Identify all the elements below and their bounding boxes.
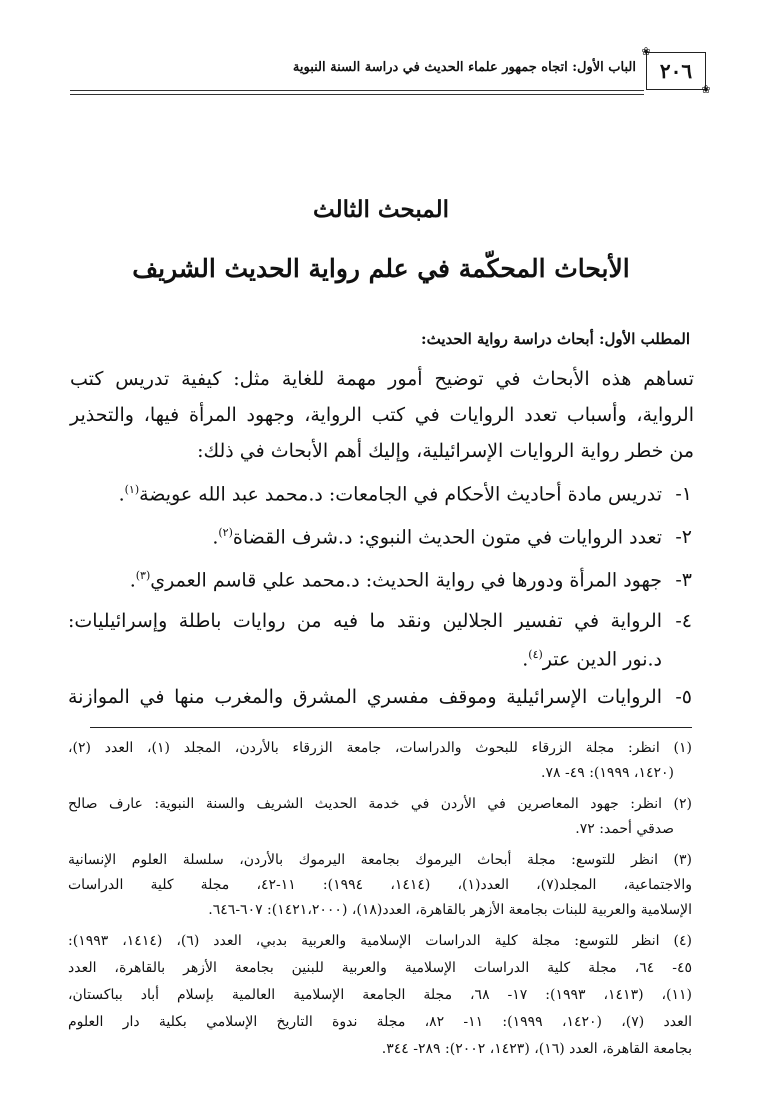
page-header	[70, 45, 711, 96]
footnote-line: ٤٥- ٦٤، مجلة كلية الدراسات الإسلامية والعربية للبنين بجامعة الأزهر بالقاهرة، العدد	[68, 960, 692, 976]
footnote-line: (١١)، (١٤١٣، ١٩٩٣): ١٧- ٦٨، مجلة الجامعة الإسلامية العالمية بإسلام أباد بباكستان،	[68, 987, 693, 1003]
list-number: ١-	[675, 483, 692, 505]
flower-ornament-icon: ❀	[641, 45, 651, 58]
list-item-text: الرواية في تفسير الجلالين ونقد ما فيه من روايات باطلة وإسرائيليات:	[68, 610, 662, 632]
footnote-line: بجامعة القاهرة، العدد (١٦)، (١٤٢٣، ٢٠٠٢): ٢٨٩- ٣٤٤.	[381, 1041, 692, 1057]
list-item-text: د.نور الدين عتر	[542, 648, 662, 671]
section-subtitle: الأبحاث المحكّمة في علم رواية الحديث الشريف	[132, 254, 630, 283]
paragraph-line: تساهم هذه الأبحاث في توضيح أمور مهمة للغاية مثل: كيفية تدريس كتب	[70, 368, 694, 390]
footnote-line: (٣) انظر للتوسع: مجلة أبحاث اليرموك بجامعة اليرموك بالأردن، سلسلة العلوم الإنسانية	[68, 852, 692, 868]
footnote-line: (٤) انظر للتوسع: مجلة كلية الدراسات الإسلامية والعربية بدبي، العدد (٦)، (١٤١٤، ١٩٩٣):	[68, 933, 692, 949]
footnote-separator	[90, 727, 692, 728]
header-rule	[70, 94, 644, 95]
paragraph-line: من خطر رواية الروايات الإسرائيلية، وإليك أهم الأبحاث في ذلك:	[197, 440, 694, 462]
footnote-line: الإسلامية والعربية للبنات بجامعة الأزهر بالقاهرة، العدد(١٨)، (١٤٢١،٢٠٠٠): ٦٠٧-٦٤٦.	[208, 902, 692, 918]
list-number: ٥-	[675, 686, 692, 708]
book-page: الباب الأول: اتجاه جمهور علماء الحديث في دراسة السنة النبوية ❀ ٢٠٦ ❀ المبحث الثالث الأبحاث المحكّمة في علم رواية الحديث الشريف المطلب الأول: أبحاث دراسة رواية الحديث: تساهم هذه الأبحاث في توضيح أمور مهمة للغاية مثل: كيفية تدريس كتب الرواية، وأسباب تعدد الروايات في كتب الرواية، وجهود المرأة فيها، والتحذير من خطر رواية الروايات الإسرائيلية، وإليك أهم الأبحاث في ذلك: ١- تدريس مادة أحاديث الأحكام في الجامعات: د.محمد عبد الله عويضة$^{(١)}$. ٢- تعدد الروايات في متون الحديث النبوي: د.شرف القضاة$^{(٢)}$. ٣- جهود المرأة ودورها في رواية الحديث: د.محمد علي قاسم العمري$^{(٣)}$. ٤- الرواية في تفسير الجلالين ونقد ما فيه من روايات باطلة وإسرائيليات: د.نور الدين عتر$^{(٤)}$. ٥- الروايات الإسرائيلية وموقف مفسري المشرق والمغرب منها في الموازنة (١) انظر: مجلة الزرقاء للبحوث والدراسات، جامعة الزرقاء بالأردن، المجلد (١)، العدد (٢)، (١٤٢٠، ١٩٩٩): ٤٩- ٧٨. (٢) انظر: جهود المعاصرين في الأردن في خدمة الحديث الشريف والسنة النبوية: عارف صالح صدقي أحمد: ٧٢. (٣) انظر للتوسع: مجلة أبحاث اليرموك بجامعة اليرموك بالأردن، سلسلة العلوم الإنسانية والاجتماعية، المجلد(٧)، العدد(١)، (١٤١٤، ١٩٩٤): ١١-٤٢، مجلة كلية الدراسات الإسلامية والعربية للبنات بجامعة الأزهر بالقاهرة، العدد(١٨)، (١٤٢١،٢٠٠٠): ٦٠٧-٦٤٦. (٤) انظر للتوسع: مجلة كلية الدراسات الإسلامية والعربية بدبي، العدد (٦)، (١٤١٤، ١٩٩٣): ٤٥- ٦٤، مجلة كلية الدراسات الإسلامية والعربية للبنين بجامعة الأزهر بالقاهرة، العدد (١١)، (١٤١٣، ١٩٩٣): ١٧- ٦٨، مجلة الجامعة الإسلامية العالمية بإسلام أباد بباكستان، العدد (٧)، (١٤٢٠، ١٩٩٩): ١١- ٨٢، مجلة ندوة التاريخ الإسلامي بكلية دار العلوم بجامعة القاهرة، العدد (١٦)، (١٤٢٣، ٢٠٠٢): ٢٨٩- ٣٤٤.	[0, 0, 762, 1107]
footnote-line: (١٤٢٠، ١٩٩٩): ٤٩- ٧٨.	[541, 765, 674, 781]
header-rule	[70, 90, 644, 91]
footnote-line: العدد (٧)، (١٤٢٠، ١٩٩٩): ١١- ٨٢، مجلة ندوة التاريخ الإسلامي بكلية دار العلوم	[68, 1014, 692, 1030]
footnote-ref[interactable]: (١)	[124, 483, 140, 496]
running-title: الباب الأول: اتجاه جمهور علماء الحديث في دراسة السنة النبوية	[292, 60, 636, 75]
list-number: ٢-	[675, 526, 692, 548]
list-number: ٣-	[675, 569, 692, 591]
flower-ornament-icon: ❀	[701, 83, 711, 96]
footnote-line: والاجتماعية، المجلد(٧)، العدد(١)، (١٤١٤، ١٩٩٤): ١١-٤٢، مجلة كلية الدراسات	[68, 877, 692, 893]
subsection-heading: المطلب الأول: أبحاث دراسة رواية الحديث:	[421, 330, 690, 348]
list-item-text: تدريس مادة أحاديث الأحكام في الجامعات: د.محمد عبد الله عويضة	[139, 483, 662, 506]
footnote-ref[interactable]: (٢)	[218, 526, 233, 539]
footnote-line: صدقي أحمد: ٧٢.	[575, 821, 674, 837]
list-item-text: تعدد الروايات في متون الحديث النبوي: د.شرف القضاة	[232, 526, 662, 549]
footnote-ref[interactable]: (٤)	[528, 648, 543, 661]
list-item-text: جهود المرأة ودورها في رواية الحديث: د.محمد علي قاسم العمري	[150, 569, 662, 592]
paragraph-line: الرواية، وأسباب تعدد الروايات في كتب الرواية، وجهود المرأة فيها، والتحذير	[70, 404, 694, 426]
page-number-box	[641, 45, 711, 96]
footnote-line: (١) انظر: مجلة الزرقاء للبحوث والدراسات، جامعة الزرقاء بالأردن، المجلد (١)، العدد (٢)،	[68, 740, 692, 756]
list-number: ٤-	[675, 610, 692, 632]
footnote-line: (٢) انظر: جهود المعاصرين في الأردن في خدمة الحديث الشريف والسنة النبوية: عارف صالح	[68, 796, 692, 812]
footnote-ref[interactable]: (٣)	[135, 569, 151, 582]
section-title: المبحث الثالث	[312, 196, 449, 223]
list-item-text: الروايات الإسرائيلية وموقف مفسري المشرق والمغرب منها في الموازنة	[68, 686, 662, 708]
page-number: ٢٠٦	[659, 59, 693, 83]
